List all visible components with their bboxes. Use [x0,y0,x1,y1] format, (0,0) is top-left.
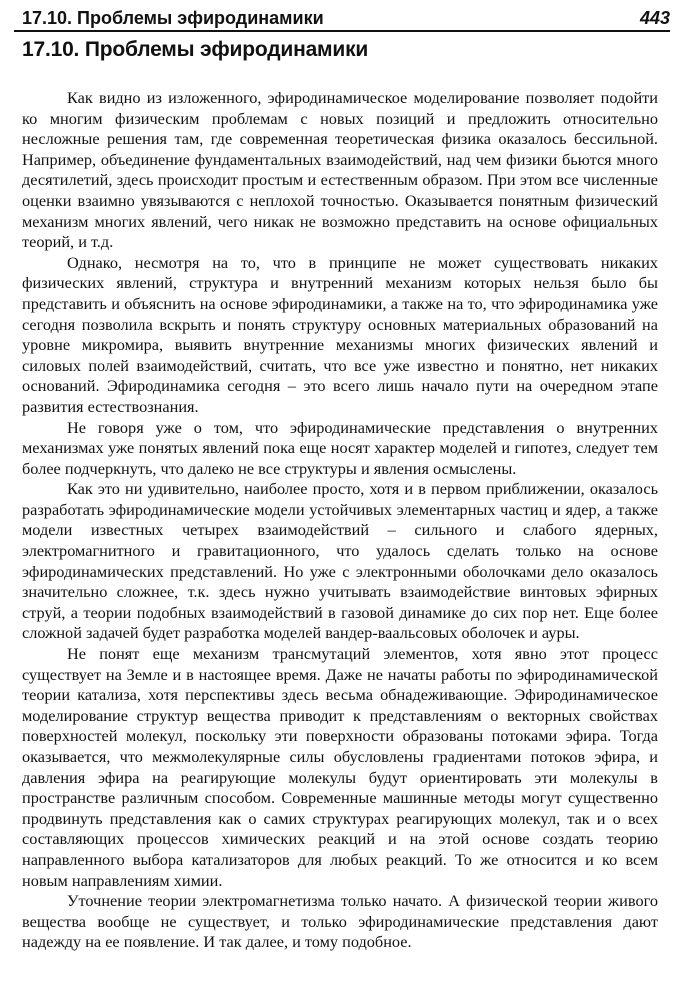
body-text [22,88,658,953]
paragraph: Не понят еще механизм трансмутаций элементов, хотя явно этот процесс существует на Земле и в настоящее время. Даже не начаты работы по эфиродинамической теории катализа, хотя перспективы здесь весьма обнадеживающие. Эфиродинамическое моделирование структур вещества приводит к представлениям о векторных свойствах поверхностей молекул, поскольку эти поверхности образованы потоками эфира. Тогда оказывается, что межмолекулярные силы обусловлены градиентами потоков эфира, и давления эфира на реагирующие молекулы будут ориентировать эти молекулы в пространстве различным способом. Современные машинные методы могут существенно продвинуть представления как о самих структурах реагирующих молекул, так и о всех составляющих процессов химических реакций и на этой основе создать теорию направленного выбора катализаторов для любых реакций. То же относится и ко всем новым направлениям химии. [22,644,658,890]
running-head-title: 17.10. Проблемы эфиродинамики [22,8,324,28]
paragraph: Как видно из изложенного, эфиродинамическое моделирование позволяет подойти ко многим физическим проблемам с новых позиций и предложить относительно несложные решения там, где современная теоретическая физика оказалось бессильной. Например, объединение фундаментальных взаимодействий, над чем физики бьются много десятилетий, здесь происходит простым и естественным образом. При этом все численные оценки взаимно увязываются с неплохой точностью. Оказывается понятным физический механизм многих явлений, чего никак не возможно представить на основе официальных теорий, и т.д. [22,88,658,252]
paragraph: Уточнение теории электромагнетизма только начато. А физической теории живого вещества вообще не существует, и только эфиродинамические представления дают надежду на ее появление. И так далее, и тому подобное. [22,891,658,952]
section-title: 17.10. Проблемы эфиродинамики [22,38,369,61]
paragraph: Как это ни удивительно, наиболее просто, хотя и в первом приближении, оказалось разработать эфиродинамические модели устойчивых элементарных частиц и ядер, а также модели известных четырех взаимодействий – сильного и слабого ядерных, электромагнитного и гравитационного, что удалось сделать только на основе эфиродинамических представлений. Но уже с электронными оболочками дело оказалось значительно сложнее, т.к. здесь нужно учитывать взаимодействие винтовых эфирных струй, а теории подобных взаимодействий в газовой динамике до сих пор нет. Еще более сложной задачей будет разработка моделей вандер-ваальсовых оболочек и ауры. [22,479,658,643]
running-head [14,8,670,32]
page-number: 443 [639,8,670,28]
paragraph: Не говоря уже о том, что эфиродинамические представления о внутренних механизмах уже понятых явлений пока еще носят характер моделей и гипотез, следует тем более подчеркнуть, что далеко не все структуры и явления осмыслены. [22,417,658,478]
paragraph: Однако, несмотря на то, что в принципе не может существовать никаких физических явлений, структура и внутренний механизм которых нельзя было бы представить и объяснить на основе эфиродинамики, а также на то, что эфиродинамика уже сегодня позволила вскрыть и понять структуру основных материальных образований на уровне микромира, выявить внутренние механизмы многих физических явлений и силовых полей взаимодействий, считать, что все уже известно и понятно, нет никаких оснований. Эфиродинамика сегодня – это всего лишь начало пути на очередном этапе развития естествознания. [22,252,658,416]
